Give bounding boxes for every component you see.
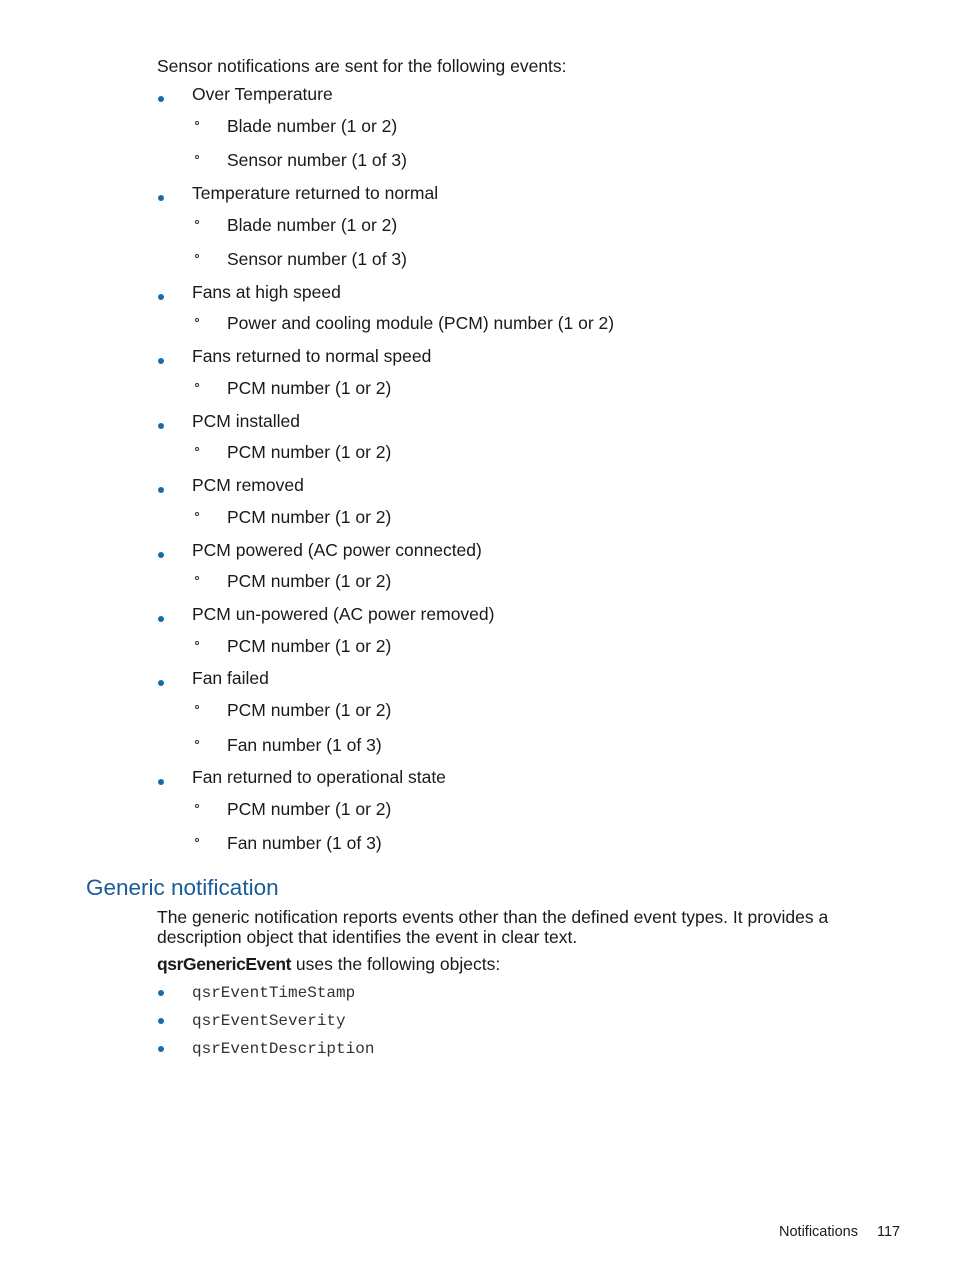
sub-bullet-icon xyxy=(195,254,199,258)
sub-bullet-icon xyxy=(195,641,199,645)
sub-bullet-icon xyxy=(195,155,199,159)
sub-bullet-icon xyxy=(195,121,199,125)
sub-bullet-icon xyxy=(195,447,199,451)
uses-objects-line xyxy=(157,953,500,975)
event-subitem: PCM number (1 or 2) xyxy=(227,378,392,398)
event-subitem: PCM number (1 or 2) xyxy=(227,799,392,819)
footer-section-name: Notifications xyxy=(779,1224,858,1240)
object-item: qsrEventTimeStamp xyxy=(192,984,356,1002)
bullet-icon xyxy=(158,1046,164,1052)
bullet-icon xyxy=(158,96,164,102)
event-item: Fans returned to normal speed xyxy=(192,346,432,366)
bullet-icon xyxy=(158,990,164,996)
event-subitem: PCM number (1 or 2) xyxy=(227,507,392,527)
event-subitem: Fan number (1 of 3) xyxy=(227,735,382,755)
sub-bullet-icon xyxy=(195,838,199,842)
event-subitem: PCM number (1 or 2) xyxy=(227,700,392,720)
bullet-icon xyxy=(158,1018,164,1024)
intro-text: Sensor notifications are sent for the following events: xyxy=(157,56,567,76)
object-item: qsrEventSeverity xyxy=(192,1012,346,1030)
event-item: Over Temperature xyxy=(192,84,333,104)
event-item: PCM installed xyxy=(192,411,300,431)
sub-bullet-icon xyxy=(195,804,199,808)
event-item: PCM powered (AC power connected) xyxy=(192,540,482,560)
section-paragraph: The generic notification reports events other than the defined event types. It provides a description object that identifies the event in clear text. xyxy=(157,907,829,947)
event-item: PCM removed xyxy=(192,475,304,495)
event-subitem: Sensor number (1 of 3) xyxy=(227,249,407,269)
sub-bullet-icon xyxy=(195,512,199,516)
sub-bullet-icon xyxy=(195,318,199,322)
bullet-icon xyxy=(158,358,164,364)
bullet-icon xyxy=(158,680,164,686)
bullet-icon xyxy=(158,487,164,493)
event-subitem: Blade number (1 or 2) xyxy=(227,215,398,235)
object-item: qsrEventDescription xyxy=(192,1040,375,1058)
event-item: Fans at high speed xyxy=(192,282,341,302)
bullet-icon xyxy=(158,779,164,785)
event-subitem: PCM number (1 or 2) xyxy=(227,571,392,591)
event-subitem: Sensor number (1 of 3) xyxy=(227,150,407,170)
sub-bullet-icon xyxy=(195,705,199,709)
event-subitem: PCM number (1 or 2) xyxy=(227,636,392,656)
sub-bullet-icon xyxy=(195,576,199,580)
uses-objects-text: uses the following objects: xyxy=(291,954,501,974)
bullet-icon xyxy=(158,294,164,300)
sub-bullet-icon xyxy=(195,383,199,387)
sub-bullet-icon xyxy=(195,740,199,744)
event-item: Fan failed xyxy=(192,668,269,688)
section-heading: Generic notification xyxy=(86,875,279,900)
bullet-icon xyxy=(158,195,164,201)
event-item: PCM un-powered (AC power removed) xyxy=(192,604,495,624)
bullet-icon xyxy=(158,616,164,622)
event-subitem: Fan number (1 of 3) xyxy=(227,833,382,853)
bullet-icon xyxy=(158,423,164,429)
event-subitem: Blade number (1 or 2) xyxy=(227,116,398,136)
bullet-icon xyxy=(158,552,164,558)
event-subitem: Power and cooling module (PCM) number (1 or 2) xyxy=(227,313,615,333)
event-item: Temperature returned to normal xyxy=(192,183,439,203)
event-item: Fan returned to operational state xyxy=(192,767,446,787)
sub-bullet-icon xyxy=(195,220,199,224)
object-name: qsrGenericEvent xyxy=(157,954,292,974)
page-number: 117 xyxy=(877,1224,901,1240)
event-subitem: PCM number (1 or 2) xyxy=(227,442,392,462)
